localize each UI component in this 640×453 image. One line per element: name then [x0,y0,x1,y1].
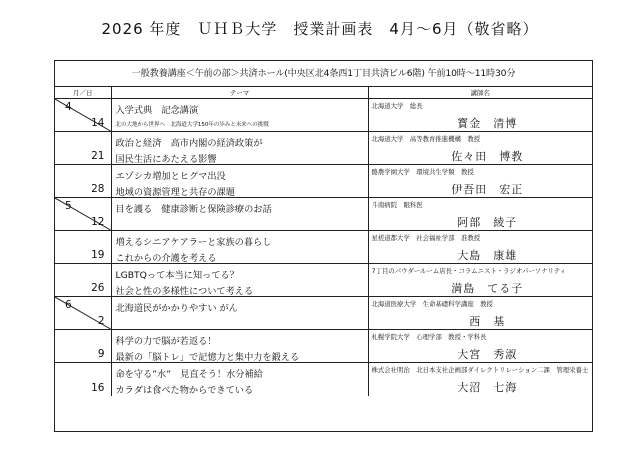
lecturer-name: 満島 てる子 [451,282,524,295]
date-cell [55,132,111,165]
theme-line-1: 科学の力で脳が若返る！ [115,336,217,347]
lecturer-cell [368,264,592,297]
venue-banner: 一般教養講座＜午前の部＞共済ホール(中央区北4条西1丁目共済ビル6階) 午前10時～11時30分 [55,61,592,87]
lecturer-affiliation: 北海道医療大学 生命基礎科学講座 教授 [371,300,493,308]
theme-line-2: カラダは食べた物からできている [115,385,254,396]
table-row [55,99,592,132]
lecturer-affiliation: 星槎道都大学 社会福祉学部 准教授 [371,234,481,242]
schedule-table [55,87,592,396]
theme-cell [111,264,368,297]
table-row [55,198,592,231]
theme-line-1: 北海道民がかかりやすい がん [115,303,238,314]
lecturer-affiliation: 札幌学院大学 心理学部 教授・学科長 [371,333,487,341]
theme-cell [111,231,368,264]
lecturer-cell [368,132,592,165]
theme-cell [111,330,368,363]
date-cell [55,330,111,363]
theme-line-2: 社会と性の多様性について考える [115,286,254,297]
lecturer-name: 大島 康雄 [457,249,518,262]
date-day: 21 [91,150,105,162]
table-row [55,165,592,198]
theme-cell [111,198,368,231]
lecturer-affiliation: 北海道大学 総長 [371,102,423,110]
header-date: 月／日 [55,87,111,99]
lecturer-cell [368,99,592,132]
theme-cell [111,99,368,132]
lecturer-cell [368,330,592,363]
table-row [55,330,592,363]
theme-line-2: 国民生活にあたえる影響 [115,154,217,165]
theme-line-2: 最新の「脳トレ」で記憶力と集中力を鍛える [115,352,300,363]
lecturer-name: 阿部 綾子 [457,216,518,229]
table-row [55,363,592,396]
theme-line-1: 政治と経済 高市内閣の経済政策が [115,138,263,149]
header-theme: テーマ [111,87,368,99]
date-day: 19 [91,249,105,261]
header-lecturer: 講師名 [368,87,592,99]
date-month: 4 [65,101,72,113]
table-row [55,231,592,264]
date-cell [55,297,111,330]
theme-line-1: 目を護る 健康診断と保険診療のお話 [115,204,272,215]
theme-line-1: 命を守る”水” 見直そう！水分補給 [115,369,263,380]
lecturer-name: 大宮 秀淑 [457,348,518,361]
theme-line-2: 北の大地から世界へ 北海道大学150年の歩みと未来への挑戦 [115,122,269,128]
table-header-row [55,87,592,99]
date-cell [55,231,111,264]
lecturer-affiliation: 酪農学園大学 環境共生学類 教授 [371,168,474,176]
table-row [55,297,592,330]
lecturer-cell [368,363,592,396]
date-cell [55,264,111,297]
date-cell [55,165,111,198]
lecturer-affiliation: 北海道大学 高等教育推進機構 教授 [371,135,481,143]
date-month: 5 [65,200,72,212]
lecturer-cell [368,297,592,330]
date-cell [55,198,111,231]
lecturer-name: 寳金 清博 [457,117,518,130]
date-day: 2 [97,315,105,327]
schedule-sheet [54,60,593,432]
theme-line-1: 入学式典 記念講演 [115,105,199,116]
theme-line-1: 増えるシニアケアラーと家族の暮らし [115,237,272,248]
lecturer-affiliation: 株式会社明治 北日本支社企画部ダイレクトリレーション二課 管理栄養士 [371,366,589,374]
theme-cell [111,363,368,396]
theme-cell [111,297,368,330]
lecturer-name: 佐々田 博教 [451,150,524,163]
date-cell [55,99,111,132]
table-row [55,132,592,165]
page-title: 2026 年度 ＵＨＢ大学 授業計画表 4月～6月（敬省略） [101,20,539,38]
lecturer-cell [368,231,592,264]
date-day: 16 [91,381,105,394]
date-day: 14 [91,117,105,129]
date-cell [55,363,111,396]
theme-cell [111,165,368,198]
table-row [55,264,592,297]
lecturer-name: 大沼 七海 [457,381,518,394]
date-day: 28 [91,183,105,195]
lecturer-name: 西 基 [469,315,506,328]
lecturer-name: 伊吾田 宏正 [451,183,524,196]
date-day: 26 [91,282,105,294]
lecturer-affiliation: 斗南病院 眼科医 [371,201,423,209]
lecturer-cell [368,198,592,231]
theme-line-1: LGBTQって本当に知ってる？ [115,270,239,281]
date-day: 12 [91,216,105,228]
theme-line-2: 地域の資源管理と共存の課題 [115,187,235,198]
lecturer-affiliation: 7丁目のパウダールーム店長・コラムニスト・ラジオパーソナリティ [371,267,567,275]
date-month: 6 [65,299,72,311]
theme-cell [111,132,368,165]
theme-line-2: これからの介護を考える [115,253,217,264]
theme-line-1: エゾシカ増加とヒグマ出没 [115,171,226,182]
date-day: 9 [97,348,105,360]
lecturer-cell [368,165,592,198]
